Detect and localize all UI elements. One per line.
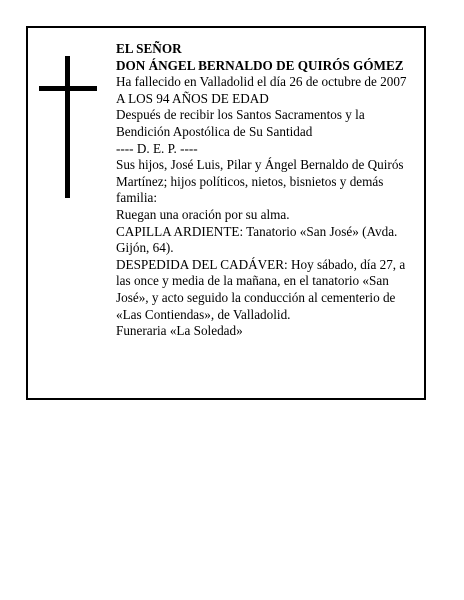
cross-vertical-bar (65, 56, 70, 198)
prayer-text: Ruegan una oración por su alma. (116, 206, 290, 222)
notice-text (116, 41, 420, 340)
family-text: Sus hijos, José Luis, Pilar y Ángel Bernaldo de Quirós Martínez; hijos políticos, nietos, bisnietos y demás familia: (116, 157, 404, 206)
chapel-text: CAPILLA ARDIENTE: Tanatorio «San José» (Avda. Gijón, 64). (116, 223, 398, 256)
deceased-name: DON ÁNGEL BERNALDO DE QUIRÓS GÓMEZ (116, 57, 404, 73)
obituary-notice (26, 26, 426, 400)
age-line: A LOS 94 AÑOS DE EDAD (116, 90, 269, 106)
funeral-home: Funeraria «La Soledad» (116, 323, 243, 339)
death-line: Ha fallecido en Valladolid el día 26 de octubre de 2007 (116, 74, 407, 90)
sacraments-text: Después de recibir los Santos Sacramentos y la Bendición Apostólica de Su Santidad (116, 107, 365, 139)
dep-line: ---- D. E. P. ---- (116, 140, 198, 156)
title-line: EL SEÑOR (116, 41, 182, 56)
cross-horizontal-bar (39, 86, 97, 91)
latin-cross-icon (39, 56, 97, 198)
farewell-text: DESPEDIDA DEL CADÁVER: Hoy sábado, día 27, a las once y media de la mañana, en el tanatorio «San José», y acto seguido la conducción al cementerio de «Las Contiendas», de Valladolid. (116, 256, 406, 322)
